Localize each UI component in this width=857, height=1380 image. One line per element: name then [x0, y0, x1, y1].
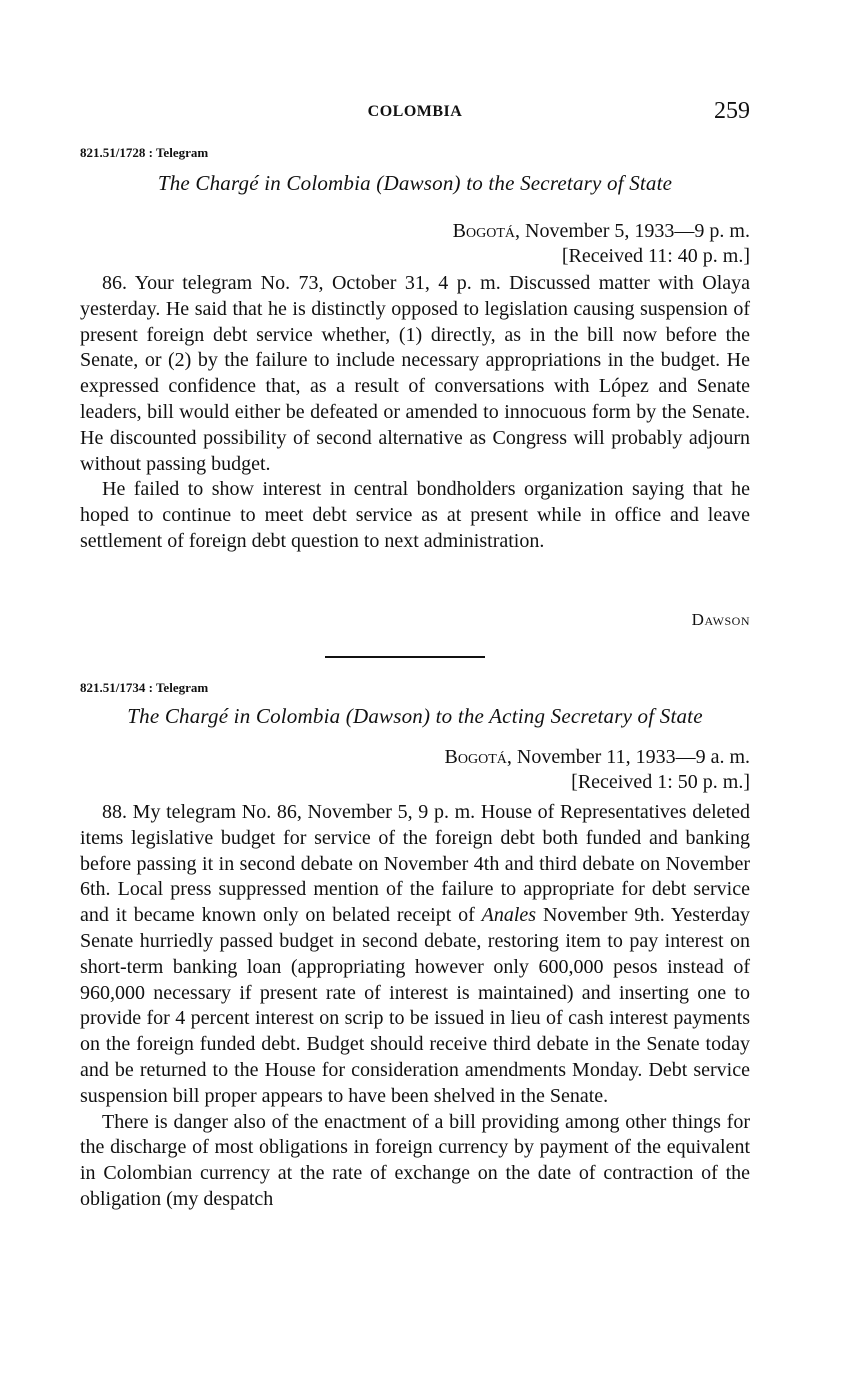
dateline-1: [453, 219, 750, 269]
paragraph-88: [80, 800, 750, 1110]
running-title: COLOMBIA: [367, 103, 463, 120]
signature-dawson: Dawson: [691, 610, 750, 629]
paragraph-bondholders: He failed to show interest in central bondholders organization saying that he hoped to continue to meet debt service as at present while in office and leave settlement of foreign debt question to next administration.: [80, 478, 750, 552]
anales-title: Anales: [481, 904, 537, 927]
section-separator: [325, 656, 485, 658]
running-head: [80, 98, 750, 128]
dateline-date-1: November 5, 1933—9 p. m.: [525, 220, 750, 242]
telegram-body-2: [80, 800, 750, 1213]
dateline-2: [445, 745, 750, 795]
document-title-1: The Chargé in Colombia (Dawson) to the Secretary of State: [157, 171, 673, 195]
received-note-2: [Received 1: 50 p. m.]: [571, 771, 750, 793]
paragraph-86: 86. Your telegram No. 73, October 31, 4 p. m. Discussed matter with Olaya yesterday. He said that he is distinctly opposed to legislation causing suspension of present foreign debt service whether, (1) directly, as in the bill now before the Senate, or (2) by the failure to include necessary appropriations in the budget. He expressed confidence that, as a result of conversations with López and Senate leaders, bill would either be defeated or amended to innocuous form by the Senate. He discounted possibility of second alternative as Congress will probably adjourn without passing budget.: [80, 272, 750, 475]
dateline-place-1: Bogotá,: [452, 220, 521, 242]
dateline-date-2: November 11, 1933—9 a. m.: [516, 746, 750, 768]
file-reference-1: 821.51/1728 : Telegram: [80, 145, 209, 160]
page-number: 259: [714, 98, 750, 124]
dateline-place-2: Bogotá,: [444, 746, 512, 768]
document-title-2: The Chargé in Colombia (Dawson) to the Acting Secretary of State: [127, 704, 703, 728]
paragraph-88-part-2: November 9th. Yesterday Senate hurriedly passed budget in second debate, restoring item to pay interest on short-term banking loan (appropriating however only 600,000 pesos instead of 960,000 necessary if present rate of interest is maintained) and inserting one to provide for 4 percent interest on scrip to be issued in lieu of cash interest payments on the foreign funded debt. Budget should receive third debate in the Senate today and be returned to the House for consideration amendments Monday. Debt service suspension bill proper appears to have been shelved in the Senate.: [80, 904, 750, 1107]
received-note-1: [Received 11: 40 p. m.]: [561, 245, 750, 267]
file-reference-2: 821.51/1734 : Telegram: [80, 680, 209, 695]
paragraph-danger: There is danger also of the enactment of a bill providing among other things for the discharge of most obligations in foreign currency by payment of the equivalent in Colombian currency at the rate of exchange on the date of contraction of the obligation (my despatch: [80, 1110, 750, 1210]
telegram-body-1: [80, 271, 750, 555]
paragraph-88-part-1: 88. My telegram No. 86, November 5, 9 p. m. House of Representatives deleted items legislative budget for service of the foreign debt both funded and banking before passing it in second debate on November 4th and third debate on November 6th. Local press suppressed mention of the failure to appropriate for debt service and it became known only on belated receipt of: [80, 801, 750, 927]
